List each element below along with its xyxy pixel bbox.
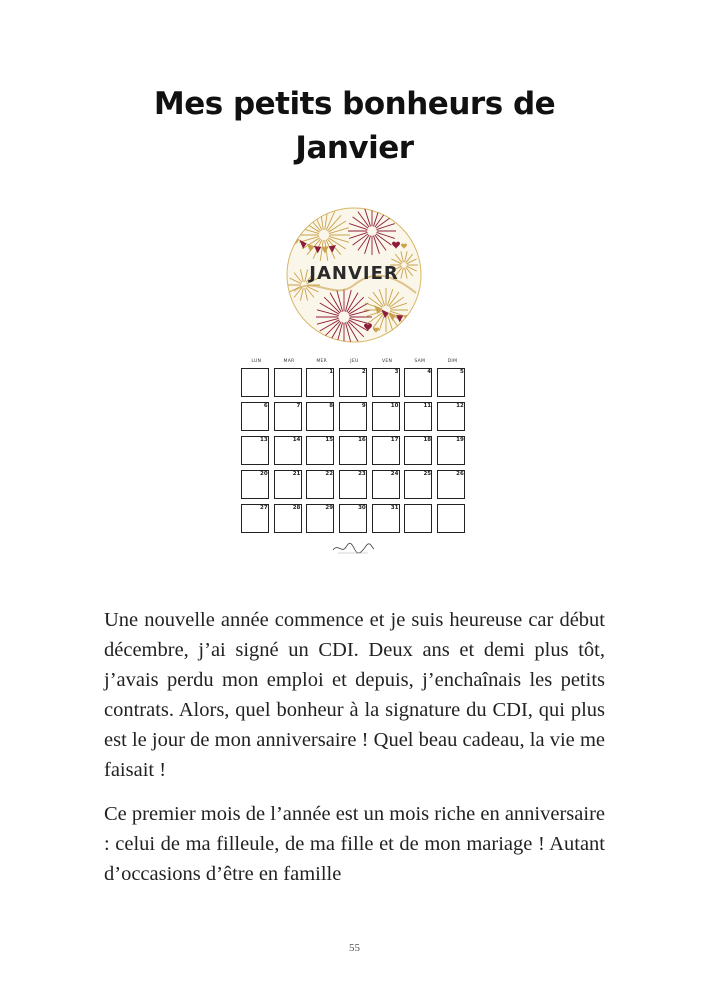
- day-number: 7: [296, 403, 301, 409]
- calendar-day-cell: [338, 503, 371, 537]
- day-number: 22: [325, 471, 334, 477]
- calendar-day-cell: [305, 401, 338, 435]
- calendar-day-cell: [403, 367, 436, 401]
- weekday-label: JEU: [350, 359, 359, 364]
- day-number: 11: [423, 403, 432, 409]
- weekday-label: DIM: [447, 359, 458, 364]
- weekday-label: VEN: [381, 359, 393, 364]
- day-number: 9: [361, 403, 366, 409]
- calendar-day-cell: [240, 401, 273, 435]
- calendar-day-cell: [436, 469, 469, 503]
- body-text: [104, 605, 605, 903]
- day-number: 19: [456, 437, 464, 443]
- page-number: 55: [349, 942, 360, 954]
- calendar-day-cell: [371, 503, 404, 537]
- calendar-day-cell: [436, 503, 469, 537]
- day-number: 13: [260, 437, 268, 443]
- calendar-day-cell: [436, 435, 469, 469]
- calendar-day-cell: [273, 435, 306, 469]
- day-number: 15: [325, 437, 334, 443]
- day-number: 8: [329, 403, 334, 409]
- january-emblem: [284, 205, 424, 345]
- calendar-day-cell: [403, 469, 436, 503]
- calendar-day-cell: [240, 435, 273, 469]
- day-number: 12: [456, 403, 464, 409]
- page-title: [0, 82, 709, 170]
- day-box: [241, 368, 269, 397]
- day-number: 26: [456, 471, 464, 477]
- page-title-text: [0, 82, 709, 170]
- weekday-label: MAR: [283, 359, 295, 364]
- calendar-day-cell: [273, 367, 306, 401]
- calendar-day-cell: [371, 435, 404, 469]
- day-number: 29: [325, 505, 334, 511]
- calendar-day-cell: [240, 469, 273, 503]
- calendar-day-cell: [273, 469, 306, 503]
- day-number: 28: [292, 505, 301, 511]
- calendar-day-cell: [371, 401, 404, 435]
- calendar-day-cell: [403, 503, 436, 537]
- day-number: 2: [361, 369, 366, 375]
- calendar-day-cell: [403, 435, 436, 469]
- weekday-label: LUN: [251, 359, 262, 364]
- calendar-day-cell: [305, 435, 338, 469]
- day-number: 17: [390, 437, 399, 443]
- calendar-day-cell: [273, 503, 306, 537]
- day-number: 25: [423, 471, 432, 477]
- day-number: 20: [260, 471, 268, 477]
- day-number: 18: [423, 437, 432, 443]
- day-number: 21: [292, 471, 301, 477]
- calendar-day-cell: [403, 401, 436, 435]
- day-box: [437, 504, 465, 533]
- calendar-day-cell: [436, 401, 469, 435]
- day-number: 5: [459, 369, 464, 375]
- day-number: 23: [358, 471, 366, 477]
- calendar-day-cell: [338, 367, 371, 401]
- emblem-month-label: JANVIER: [309, 263, 399, 284]
- day-box: [404, 504, 432, 533]
- calendar-day-cell: [436, 367, 469, 401]
- day-number: 27: [260, 505, 268, 511]
- calendar-day-cell: [371, 367, 404, 401]
- month-calendar: [240, 359, 469, 537]
- signature-logo: [330, 540, 376, 556]
- day-number: 31: [390, 505, 399, 511]
- calendar-day-cell: [273, 401, 306, 435]
- calendar-day-cell: [305, 367, 338, 401]
- calendar-weekday-header: [240, 359, 469, 367]
- page-title-line: Mes petits bonheurs de: [153, 86, 556, 122]
- page-title-line: Janvier: [295, 130, 414, 166]
- bunting-flag: [411, 313, 418, 321]
- calendar-day-cell: [305, 469, 338, 503]
- day-number: 16: [358, 437, 366, 443]
- day-number: 1: [329, 369, 334, 375]
- calendar-day-cell: [338, 401, 371, 435]
- calendar-day-cell: [338, 469, 371, 503]
- day-number: 6: [263, 403, 268, 409]
- calendar-day-cell: [240, 367, 273, 401]
- paragraph: Une nouvelle année commence et je suis heureuse car début décembre, j’ai signé un CDI. Deux ans et demi plus tôt, j’avais perdu mon emploi et depuis, j’enchaînais les petits contrats. Alors, quel bonheur à la signature du CDI, qui plus est le jour de mon anniversaire ! Quel beau cadeau, la vie me faisait !: [104, 609, 605, 781]
- paragraph: Ce premier mois de l’année est un mois riche en anniversaire : celui de ma filleule, de ma fille et de mon mariage ! Autant d’occasions d’être en famille: [104, 803, 605, 885]
- day-number: 4: [427, 369, 432, 375]
- day-number: 14: [292, 437, 301, 443]
- day-number: 30: [358, 505, 366, 511]
- weekday-label: SAM: [414, 359, 426, 364]
- day-number: 24: [390, 471, 399, 477]
- day-number: 10: [390, 403, 399, 409]
- calendar-day-cell: [305, 503, 338, 537]
- calendar-grid: [240, 367, 469, 537]
- calendar-day-cell: [371, 469, 404, 503]
- day-box: [274, 368, 302, 397]
- day-number: 3: [394, 369, 399, 375]
- calendar-day-cell: [240, 503, 273, 537]
- calendar-day-cell: [338, 435, 371, 469]
- weekday-label: MER: [316, 359, 328, 364]
